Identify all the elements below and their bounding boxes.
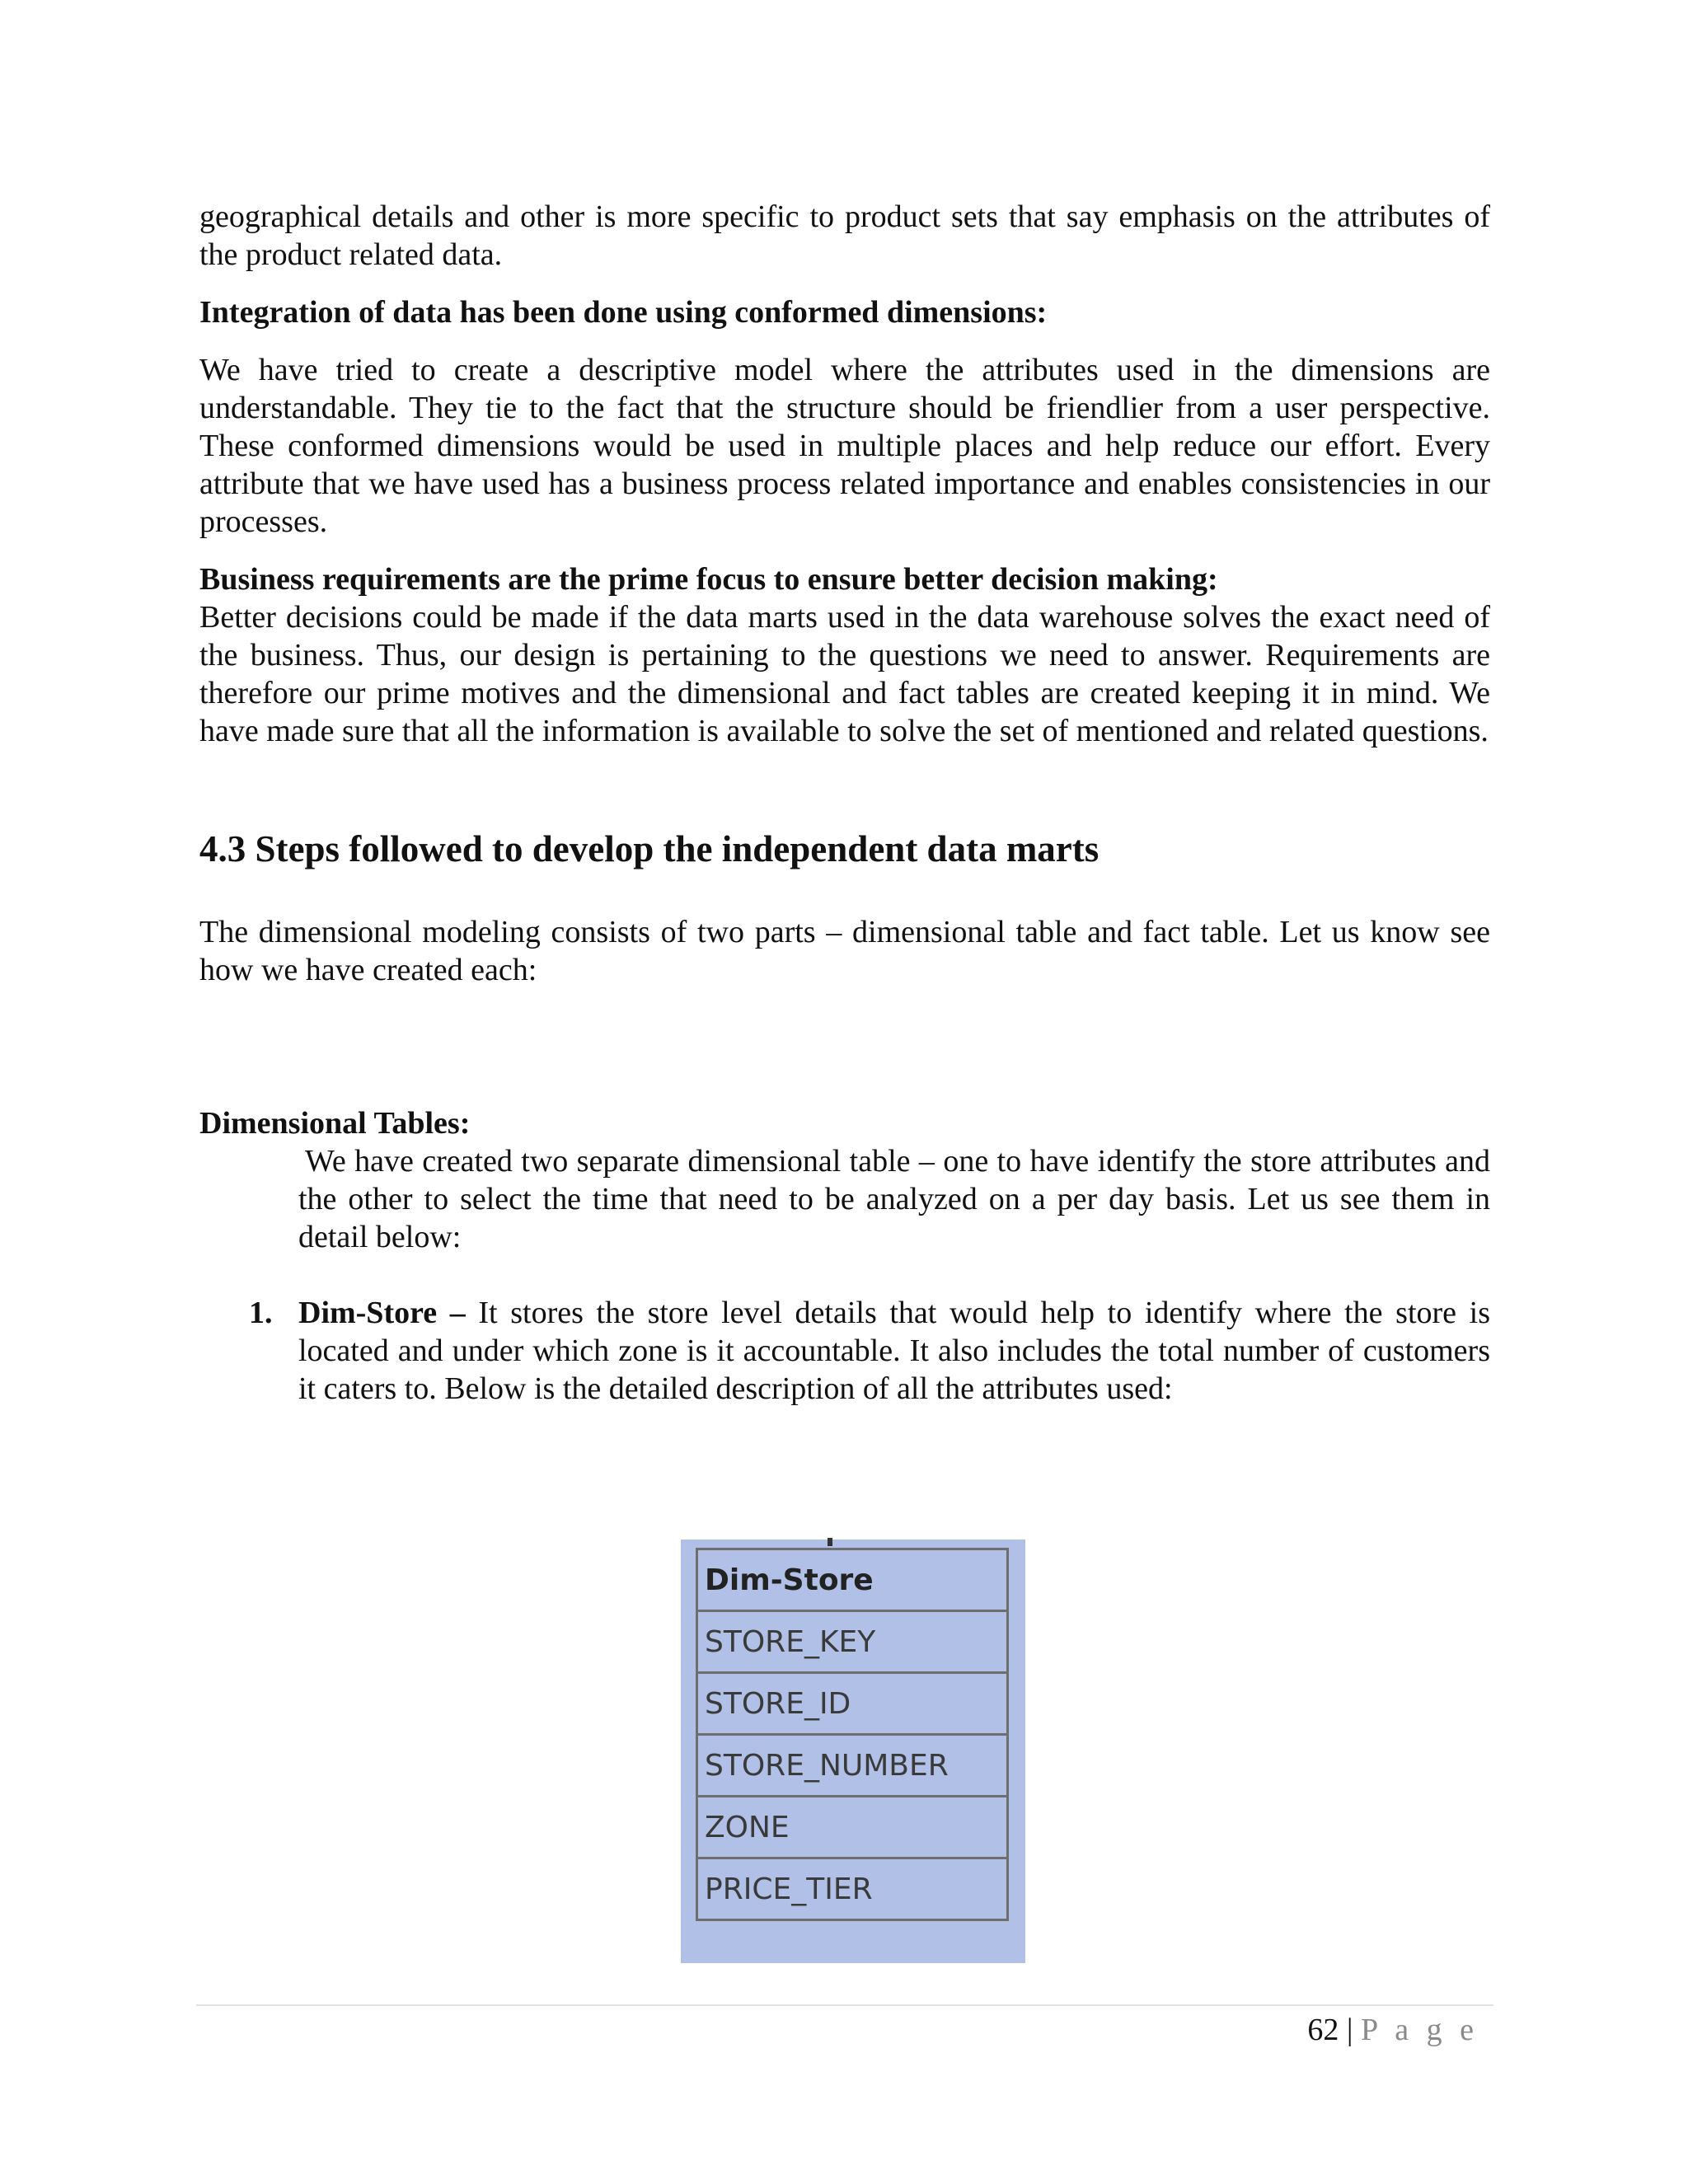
- entity-attribute: STORE_KEY: [697, 1611, 1008, 1673]
- connector-mark: [828, 1538, 832, 1546]
- conformed-heading: Integration of data has been done using conformed dimensions:: [199, 295, 1048, 330]
- entity-name: Dim-Store: [697, 1549, 1008, 1611]
- entity-attribute: STORE_ID: [697, 1673, 1008, 1735]
- intro-paragraph: geographical details and other is more specific to product sets that say emphasis on the attributes of the product related data.: [199, 199, 1490, 272]
- footer-separator: |: [1346, 2013, 1353, 2047]
- page-footer: [1307, 2011, 1479, 2049]
- footer-divider: [196, 2004, 1493, 2006]
- list-item-term: Dim-Store –: [298, 1296, 466, 1330]
- page-content: [199, 198, 1490, 1408]
- section-title: 4.3 Steps followed to develop the independent data marts: [199, 828, 1100, 869]
- page-number: 62: [1307, 2013, 1339, 2047]
- page-word: P a g e: [1361, 2013, 1479, 2047]
- entity-attribute: STORE_NUMBER: [697, 1735, 1008, 1797]
- list-item: [199, 1294, 1490, 1408]
- section-intro-paragraph: The dimensional modeling consists of two parts – dimensional table and fact table. Let us know see how we have created each:: [199, 915, 1490, 987]
- list-item-number: 1.: [249, 1296, 273, 1330]
- entity-attribute: PRICE_TIER: [697, 1858, 1008, 1920]
- dimensional-heading: Dimensional Tables:: [199, 1106, 471, 1141]
- dimensional-paragraph: We have created two separate dimensional table – one to have identify the store attributes and the other to select the time that need to be analyzed on a per day basis. Let us see them in detail below:: [298, 1144, 1490, 1254]
- conformed-paragraph: We have tried to create a descriptive model where the attributes used in the dimensions are understandable. They tie to the fact that the structure should be friendlier from a user perspective. These conformed dimensions would be used in multiple places and help reduce our effort. Every attribute that we have used has a business process related importance and enables consistencies in our processes.: [199, 353, 1490, 539]
- list-item-text: It stores the store level details that would help to identify where the store is located and under which zone is it accountable. It also includes the total number of customers it caters to. Below is the detailed description of all the attributes used:: [298, 1296, 1490, 1406]
- entity-table: [696, 1548, 1009, 1921]
- entity-attribute: ZONE: [697, 1797, 1008, 1858]
- business-heading: Business requirements are the prime focus to ensure better decision making:: [199, 562, 1218, 597]
- business-paragraph: Better decisions could be made if the data marts used in the data warehouse solves the exact need of the business. Thus, our design is pertaining to the questions we need to answer. Requirements are therefore our prime motives and the dimensional and fact tables are created keeping it in mind. We have made sure that all the information is available to solve the set of mentioned and related questions.: [199, 600, 1490, 748]
- dim-store-entity-image: [681, 1540, 1025, 1963]
